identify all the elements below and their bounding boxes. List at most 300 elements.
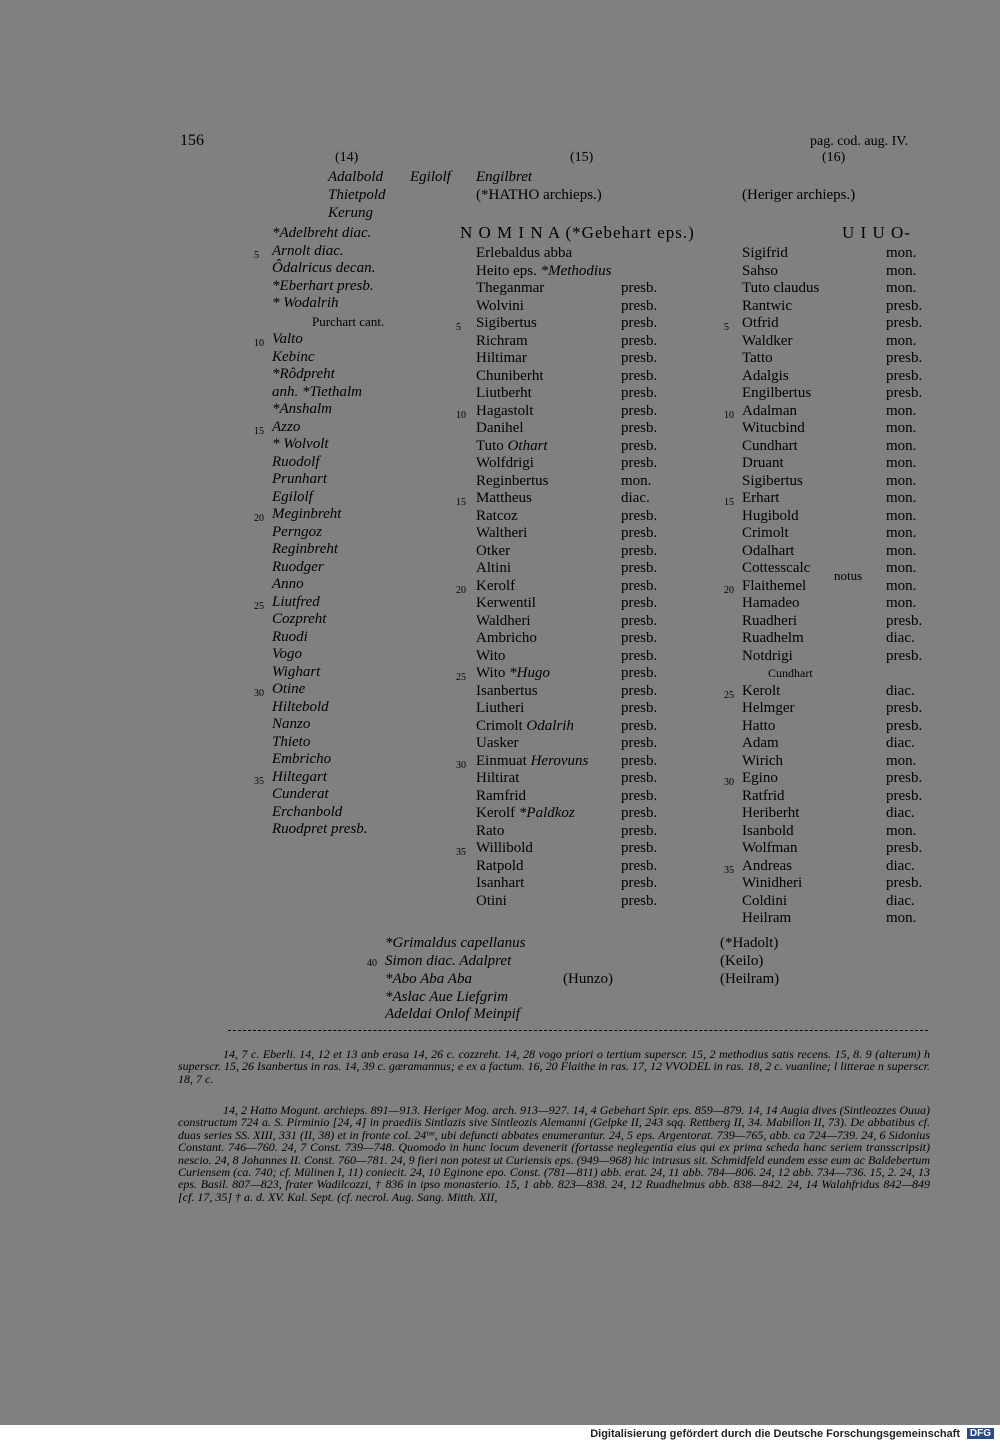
- entry-name: Embricho: [272, 751, 332, 767]
- list-item: [742, 420, 932, 438]
- entry-rank: presb.: [621, 280, 658, 296]
- entry-name: Erlebaldus abba: [476, 245, 573, 261]
- list-item: [742, 333, 932, 351]
- list-item: [254, 418, 384, 437]
- bottom-line-3: *Abo Aba Aba: [385, 971, 472, 987]
- entry-rank: presb.: [621, 455, 658, 471]
- list-item: [254, 681, 384, 699]
- entry-name: Ratfrid: [742, 787, 785, 804]
- entry-rank: presb.: [621, 822, 658, 839]
- entry-name: Otker: [476, 542, 511, 559]
- list-item: [742, 280, 932, 298]
- line-number: 10: [254, 338, 264, 349]
- entry-rank: presb.: [621, 332, 658, 349]
- entry-rank: presb.: [621, 700, 658, 716]
- entry-name: Vogo: [272, 646, 302, 662]
- entry-name: Adam: [742, 735, 779, 751]
- list-item: [254, 506, 384, 524]
- entry-addition: *Hugo: [505, 665, 550, 681]
- entry-rank: presb.: [621, 420, 658, 436]
- entry-name: Erchanbold: [272, 803, 343, 820]
- line-number: 25: [724, 689, 734, 701]
- entry-name: Kerolf: [476, 805, 516, 821]
- list-item: [742, 543, 932, 561]
- entry-rank: presb.: [886, 840, 923, 856]
- funding-note: Digitalisierung gefördert durch die Deutsche Forschungsgemeinschaft: [590, 1428, 960, 1440]
- entry-name: Uasker: [476, 735, 519, 751]
- entry-name: Kerolf: [476, 577, 516, 594]
- entry-name: Richram: [476, 332, 528, 349]
- list-item: [742, 368, 932, 386]
- entry-name: Hiltegart: [272, 768, 327, 785]
- list-item: [456, 315, 676, 333]
- line-number: 10: [456, 409, 466, 421]
- line-number: 35: [254, 775, 264, 787]
- entry-name: Tuto: [476, 437, 504, 454]
- entry-name: Erhart: [742, 490, 780, 506]
- entry-rank: mon.: [886, 752, 917, 769]
- list-item: [476, 805, 676, 823]
- entry-name: Tuto claudus: [742, 280, 820, 296]
- list-item: [742, 473, 932, 491]
- top-name: Adalbold: [328, 169, 383, 185]
- list-item: [476, 473, 676, 491]
- list-item: [272, 401, 384, 419]
- list-item: [476, 280, 676, 298]
- entry-rank: mon.: [886, 507, 917, 524]
- list-item: [742, 735, 932, 753]
- entry-name: Ambricho: [476, 630, 537, 646]
- entry-name: Adalman: [742, 402, 797, 419]
- list-item: [742, 508, 932, 526]
- entry-name: Andreas: [742, 857, 792, 874]
- list-item: [742, 350, 932, 368]
- list-item: [476, 385, 676, 403]
- entry-rank: presb.: [621, 630, 658, 646]
- entry-name: Wolfman: [742, 840, 798, 856]
- entry-rank: mon.: [886, 332, 917, 349]
- bottom-line-4: *Aslac Aue Liefgrim: [385, 989, 509, 1005]
- list-item: [456, 402, 676, 421]
- entry-rank: mon.: [886, 420, 917, 436]
- entry-rank: mon.: [886, 822, 917, 839]
- list-item: [476, 298, 676, 316]
- list-item: [724, 682, 932, 701]
- entry-name: Ramfrid: [476, 787, 526, 804]
- bottom-line-3-hunzo: (Hunzo): [563, 971, 613, 987]
- list-item: [742, 665, 932, 683]
- list-item: [272, 471, 384, 489]
- entry-name: Wito: [476, 665, 506, 681]
- column-14-list: [254, 225, 385, 839]
- line-number: 20: [456, 584, 466, 596]
- entry-name: Waldheri: [476, 612, 531, 629]
- list-item: [272, 629, 384, 647]
- entry-rank: mon.: [886, 437, 917, 454]
- entry-name: Tatto: [742, 350, 773, 366]
- heading-uiuo: U I U O-: [842, 223, 911, 242]
- entry-rank: mon.: [886, 402, 917, 419]
- entry-name: Ruodi: [272, 628, 308, 645]
- entry-rank: presb.: [886, 385, 923, 401]
- entry-rank: mon.: [886, 455, 917, 471]
- interlinear-gloss: Cundhart: [768, 666, 813, 680]
- top-name: Kerung: [328, 205, 373, 221]
- entry-name: Otini: [476, 892, 507, 909]
- entry-name: Adalgis: [742, 367, 789, 384]
- list-item: [476, 245, 676, 263]
- entry-rank: mon.: [886, 245, 917, 261]
- entry-rank: mon.: [886, 910, 917, 926]
- list-item: [254, 242, 384, 261]
- list-item: [476, 788, 676, 806]
- list-item: [742, 385, 932, 403]
- list-item: [742, 753, 932, 771]
- entry-name: Helmger: [742, 700, 795, 716]
- entry-name: Altini: [476, 560, 512, 576]
- entry-addition: *Methodius: [536, 262, 612, 279]
- list-item: [272, 349, 384, 367]
- line-number: 25: [456, 672, 466, 683]
- entry-rank: presb.: [621, 595, 658, 611]
- entry-rank: presb.: [621, 525, 658, 541]
- list-item: [742, 893, 932, 911]
- column-number-16: (16): [822, 150, 846, 165]
- line-number: 40: [367, 958, 377, 969]
- entry-name: Egilolf: [272, 488, 313, 505]
- entry-rank: presb.: [621, 647, 658, 664]
- entry-name: Hamadeo: [742, 595, 800, 611]
- footnotes-historical: 14, 2 Hatto Mogunt. archieps. 891—913. Heriger Mog. arch. 913—927. 14, 4 Gebehart Spir. eps. 859—879. 14, 14 Augia dives (Sintleozzes Ouua) constructum 724 a. S. Pirminio [24, 4] in praediis Sintlazis sive Sintleozis Alemanni (Gelpke II, 243 sqq. Rettberg II, 34. Mabillon II, 73). De abbatibus cf. duas series SS. XIII, 331 (II, 38) et in fronte col. 24ᵗᵒᵉ, ubi defuncti abbates enumerantur. 24, 5 eps. Argentorat. 739—765, abb. ca 724—739. 24, 6 Sidonius Constant. 746—760. 24, 7 Const. 739—748. Quomodo in hunc locum devenerit (fortasse neglegentia eius qui ex prima scheda hanc seriem transscripsit) nescio. 24, 8 Johannes II. Const. 760—781. 24, 9 fieri non potest ut Curiensis eps. (949—968) hic intrusus sit. Schmidfeld eundem esse eum ac Baldebertum Curiensem (ca. 740; cf. Mülinen I, 11) coniecit. 24, 10 Eginone epo. Const. (781—811) abb. erat. 24, 11 abb. 784—806. 24, 12 abb. 734—736. 15, 2. 24, 13 eps. Basil. 807—823, frater Wadilcozzi, † 836 in ipso monasterio. 15, 1 abb. 823—838. 24, 12 Ruadhelmus abb. 838—842. 24, 14 Walahfridus 842—849 [cf. 17, 35] † a. d. XV. Kal. Sept. (cf. necrol. Aug. Sang. Mitth. XII,: [178, 1103, 930, 1204]
- list-item: [476, 718, 676, 736]
- entry-rank: presb.: [621, 402, 658, 419]
- entry-name: Arnolt diac.: [272, 242, 344, 259]
- entry-name: Wito: [476, 647, 506, 664]
- entry-name: *Anshalm: [272, 401, 332, 417]
- source-reference: pag. cod. aug. IV.: [810, 134, 909, 149]
- entry-name: Mattheus: [476, 490, 532, 506]
- entry-name: anh. *Tiethalm: [272, 383, 363, 400]
- entry-rank: presb.: [886, 787, 923, 804]
- entry-rank: mon.: [886, 525, 917, 541]
- entry-name: *Adelbreht diac.: [272, 225, 372, 241]
- entry-rank: presb.: [621, 612, 658, 629]
- entry-name: Kerolt: [742, 682, 781, 699]
- entry-name: Liutheri: [476, 700, 525, 716]
- column-16-list: [724, 245, 932, 928]
- entry-rank: presb.: [621, 560, 658, 576]
- list-item: [742, 613, 932, 631]
- top-name: Thietpold: [328, 187, 386, 203]
- list-item: [272, 541, 384, 559]
- entry-name: Theganmar: [476, 280, 545, 296]
- entry-rank: presb.: [886, 647, 923, 664]
- bottom-line-2: Simon diac. Adalpret: [385, 953, 512, 969]
- entry-rank: mon.: [886, 472, 917, 489]
- entry-name: Crimolt: [476, 717, 523, 734]
- list-item: [742, 875, 932, 893]
- entry-name: Cozpreht: [272, 611, 327, 627]
- entry-name: Heilram: [742, 910, 792, 926]
- line-number: 30: [724, 777, 734, 788]
- entry-name: Liutberht: [476, 385, 532, 401]
- entry-name: Flaithemel: [742, 577, 807, 594]
- right-line-1: (*Hadolt): [720, 935, 779, 951]
- entry-rank: mon.: [621, 472, 652, 489]
- entry-name: Sigibertus: [742, 472, 803, 489]
- right-line-2: (Keilo): [720, 953, 764, 969]
- entry-rank: diac.: [886, 630, 915, 646]
- list-item: [272, 734, 384, 752]
- entry-addition: Othart: [503, 437, 548, 454]
- list-item: [272, 804, 384, 822]
- entry-name: Ruadhelm: [742, 630, 804, 646]
- entry-name: Cottesscalc: [742, 560, 811, 576]
- entry-rank: presb.: [621, 752, 658, 769]
- entry-name: Crimolt: [742, 525, 789, 541]
- entry-name: Kebinc: [272, 348, 315, 365]
- entry-name: Prunhart: [272, 471, 328, 487]
- list-item: [476, 858, 676, 876]
- entry-name: Winidheri: [742, 875, 803, 891]
- entry-rank: presb.: [886, 367, 923, 384]
- entry-name: Einmuat: [476, 752, 527, 769]
- list-item: [476, 613, 676, 631]
- line-number: 35: [456, 847, 466, 858]
- list-item: [476, 350, 676, 368]
- entry-rank: presb.: [621, 577, 658, 594]
- list-item: [742, 910, 932, 928]
- list-item: [272, 489, 384, 507]
- entry-name: Thieto: [272, 733, 311, 750]
- entry-name: Perngoz: [272, 523, 322, 540]
- list-item: [272, 559, 384, 577]
- entry-name: Valto: [272, 331, 303, 347]
- line-number: 10: [724, 409, 734, 421]
- entry-name: Otine: [272, 681, 306, 697]
- line-number: 20: [724, 584, 734, 596]
- line-number: 20: [254, 513, 264, 524]
- entry-rank: mon.: [886, 542, 917, 559]
- list-item: [272, 716, 384, 734]
- entry-name: Wolvini: [476, 297, 524, 314]
- entry-rank: presb.: [621, 507, 658, 524]
- list-item: [476, 438, 676, 456]
- entry-name: Druant: [742, 455, 784, 471]
- list-item: [742, 648, 932, 666]
- list-item: [272, 295, 384, 313]
- entry-name: Odalhart: [742, 542, 795, 559]
- entry-name: * Wodalrih: [272, 295, 339, 311]
- entry-name: Hugibold: [742, 507, 799, 524]
- entry-name: Chuniberht: [476, 367, 544, 384]
- entry-rank: diac.: [621, 490, 650, 506]
- entry-name: Isanhart: [476, 875, 525, 891]
- list-item: [272, 821, 384, 839]
- entry-rank: presb.: [886, 315, 923, 331]
- entry-rank: presb.: [621, 770, 658, 786]
- list-item: [272, 278, 384, 296]
- entry-rank: presb.: [886, 297, 923, 314]
- entry-rank: diac.: [886, 857, 915, 874]
- list-item: [476, 560, 676, 578]
- list-item: [476, 420, 676, 438]
- entry-rank: presb.: [886, 350, 923, 366]
- line-number: 30: [254, 688, 264, 699]
- entry-rank: diac.: [886, 892, 915, 909]
- list-item: [742, 630, 932, 648]
- list-item: [272, 786, 384, 804]
- line-number: 15: [456, 497, 466, 508]
- entry-name: Isanbertus: [476, 682, 538, 699]
- entry-rank: presb.: [621, 875, 658, 891]
- list-item: [476, 683, 676, 701]
- list-item: [456, 752, 676, 771]
- list-item: [272, 751, 384, 769]
- column-number-15: (15): [570, 150, 594, 165]
- list-item: [272, 436, 384, 454]
- list-item: [476, 700, 676, 718]
- entry-name: Witucbind: [742, 420, 805, 436]
- list-item: [476, 893, 676, 911]
- list-item: [456, 577, 676, 596]
- entry-name: Waldker: [742, 332, 793, 349]
- list-item: [272, 699, 384, 717]
- entry-name: Kerwentil: [476, 595, 536, 611]
- entry-rank: presb.: [621, 717, 658, 734]
- entry-rank: presb.: [621, 665, 658, 681]
- entry-name: Anno: [272, 576, 304, 592]
- list-item: [476, 875, 676, 893]
- list-item: [254, 593, 384, 612]
- list-item: [742, 700, 932, 718]
- right-line-3: (Heilram): [720, 971, 780, 987]
- entry-rank: presb.: [621, 350, 658, 366]
- line-number: 25: [254, 600, 264, 612]
- entry-name: Notdrigi: [742, 647, 793, 664]
- entry-name: Hiltebold: [272, 698, 329, 715]
- list-item: [254, 768, 384, 787]
- entry-name: Wolfdrigi: [476, 455, 534, 471]
- entry-rank: presb.: [886, 770, 923, 786]
- list-item: [476, 823, 676, 841]
- entry-rank: presb.: [621, 840, 658, 856]
- list-item: [742, 245, 932, 263]
- list-item: [456, 840, 676, 858]
- entry-name: Ôdalricus decan.: [272, 260, 376, 276]
- entry-name: Isanbold: [742, 822, 794, 839]
- column-number-14: (14): [335, 150, 359, 165]
- entry-name: Otfrid: [742, 315, 779, 331]
- entry-name: Cundhart: [742, 437, 798, 454]
- entry-name: Reginbertus: [476, 472, 549, 489]
- list-item: [272, 576, 384, 594]
- list-item: [476, 368, 676, 386]
- top-name: Egilolf: [410, 169, 451, 185]
- entry-name: Ruodpret presb.: [272, 821, 368, 837]
- list-item: [272, 313, 384, 332]
- entry-name: *Rôdpreht: [272, 366, 335, 382]
- top-name: Engilbret: [476, 169, 533, 185]
- entry-rank: presb.: [621, 735, 658, 751]
- notus-gloss: notus: [834, 568, 863, 583]
- line-number: 15: [724, 497, 734, 508]
- line-number: 5: [724, 322, 729, 333]
- entry-rank: presb.: [886, 700, 923, 716]
- entry-name: Heriberht: [742, 805, 800, 821]
- entry-rank: presb.: [621, 682, 658, 699]
- list-item: [724, 857, 932, 876]
- entry-rank: mon.: [886, 595, 917, 611]
- list-item: [476, 630, 676, 648]
- list-item: [272, 454, 384, 472]
- list-item: [254, 331, 384, 349]
- list-item: [476, 648, 676, 666]
- entry-name: Ratpold: [476, 857, 524, 874]
- entry-rank: presb.: [621, 437, 658, 454]
- entry-name: Heito eps.: [476, 262, 537, 279]
- list-item: [476, 508, 676, 526]
- entry-name: Hagastolt: [476, 402, 534, 419]
- entry-name: Sigifrid: [742, 245, 788, 261]
- list-item: [456, 490, 676, 508]
- entry-name: Meginbreht: [272, 506, 342, 522]
- line-number: 30: [456, 759, 466, 771]
- entry-rank: mon.: [886, 280, 917, 296]
- entry-name: Ratcoz: [476, 507, 518, 524]
- list-item: [724, 315, 932, 333]
- column-15-list: [456, 245, 676, 910]
- footnotes-critical: 14, 7 c. Eberli. 14, 12 et 13 anb erasa 14, 26 c. cozzreht. 14, 28 vogo priori o tertium superscr. 15, 2 methodius satis recens. 15, 8. 9 (alterum) h superscr. 15, 26 Isanbertus in ras. 14, 39 c. gæramannus; e ex a factum. 16, 20 Flaithe in ras. 17, 12 VVODEL in ras. 18, 2 c. vuanline; l litterae n superscr. 18, 7 c.: [178, 1047, 930, 1086]
- entry-rank: mon.: [886, 560, 917, 576]
- divider-rule: [228, 1030, 928, 1031]
- entry-rank: diac.: [886, 735, 915, 751]
- page-number: 156: [180, 132, 204, 149]
- entry-name: * Wolvolt: [272, 436, 329, 452]
- entry-name: Hatto: [742, 717, 776, 734]
- list-item: [742, 263, 932, 281]
- list-item: [724, 490, 932, 508]
- entry-rank: presb.: [886, 717, 923, 734]
- entry-addition: Odalrih: [522, 717, 574, 734]
- line-number: 15: [254, 425, 264, 437]
- entry-rank: presb.: [621, 857, 658, 874]
- entry-rank: presb.: [621, 892, 658, 909]
- list-item: [476, 525, 676, 543]
- list-item: [476, 735, 676, 753]
- entry-rank: presb.: [621, 805, 658, 821]
- entry-name: Sigibertus: [476, 315, 537, 331]
- line-number: 35: [724, 864, 734, 876]
- entry-name: Willibold: [476, 840, 533, 856]
- list-item: [456, 665, 676, 683]
- entry-name: Azzo: [272, 418, 301, 435]
- entry-rank: presb.: [621, 367, 658, 384]
- entry-addition: Herovuns: [526, 752, 589, 769]
- list-item: [742, 788, 932, 806]
- entry-rank: presb.: [621, 787, 658, 804]
- heading-nomina: N O M I N A (*Gebehart eps.): [460, 223, 695, 242]
- list-item: [272, 664, 384, 682]
- list-item: [272, 611, 384, 629]
- hatho-note: (*HATHO archieps.): [476, 187, 602, 203]
- list-item: [476, 543, 676, 561]
- line-number: 5: [254, 249, 259, 261]
- funding-bar: [0, 1425, 1000, 1445]
- entry-name: Danihel: [476, 420, 524, 436]
- entry-rank: mon.: [886, 577, 917, 594]
- entry-addition: *Paldkoz: [515, 805, 575, 821]
